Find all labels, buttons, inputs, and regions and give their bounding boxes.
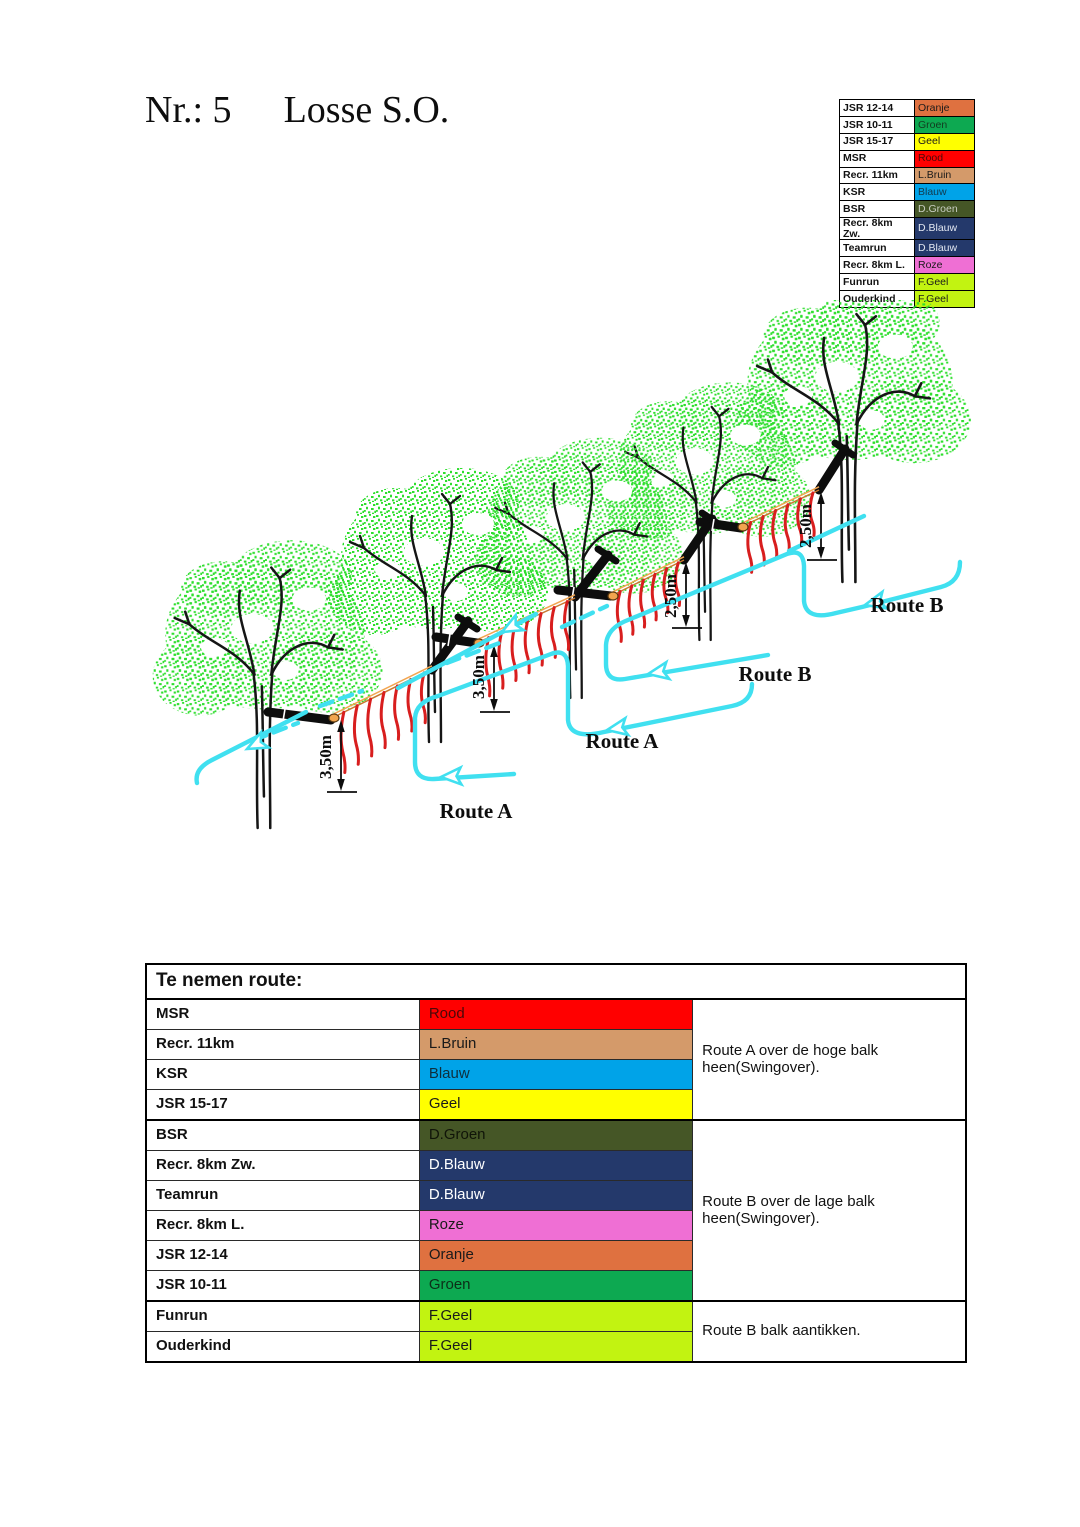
legend-row: [840, 257, 975, 274]
balk-height-hatch: [408, 679, 412, 731]
legend-color-cell: F.Geel: [915, 274, 975, 291]
dimension-label: 2,50m: [796, 504, 815, 548]
title-name: Losse S.O.: [283, 89, 450, 131]
legend-label: MSR: [840, 150, 915, 167]
legend-label: JSR 15-17: [840, 133, 915, 150]
route-table-container: [145, 963, 967, 1363]
legend-row: [840, 240, 975, 257]
legend-label: Recr. 11km: [840, 167, 915, 184]
route-table-row: [146, 1120, 966, 1151]
category-label: Recr. 8km L.: [146, 1211, 419, 1241]
legend-label: Teamrun: [840, 240, 915, 257]
legend-label: BSR: [840, 201, 915, 218]
course-diagram: [120, 300, 1000, 870]
category-label: KSR: [146, 1060, 419, 1090]
balk-end-cap: [608, 592, 618, 600]
category-color-cell: L.Bruin: [419, 1030, 692, 1060]
legend-color-cell: Blauw: [915, 184, 975, 201]
balk-end-cap: [738, 523, 748, 531]
category-color-cell: Roze: [419, 1211, 692, 1241]
legend-label: Ouderkind: [840, 290, 915, 307]
legend-color-cell: D.Blauw: [915, 218, 975, 240]
legend-label: JSR 10-11: [840, 116, 915, 133]
legend-color-cell: Oranje: [915, 100, 975, 117]
legend-table-container: [839, 99, 975, 308]
category-color-cell: D.Blauw: [419, 1151, 692, 1181]
dimension-label: 3,50m: [469, 655, 488, 699]
route-table: [145, 963, 967, 1363]
route-table-header-row: [146, 964, 966, 999]
category-color-cell: Geel: [419, 1090, 692, 1121]
legend-color-cell: D.Groen: [915, 201, 975, 218]
legend-color-cell: Groen: [915, 116, 975, 133]
category-label: Teamrun: [146, 1181, 419, 1211]
legend-label: Funrun: [840, 274, 915, 291]
category-color-cell: F.Geel: [419, 1301, 692, 1332]
category-color-cell: F.Geel: [419, 1332, 692, 1363]
legend-row: [840, 218, 975, 240]
route-label: Route B: [870, 593, 944, 617]
route-a-line: [415, 653, 752, 780]
category-label: MSR: [146, 999, 419, 1030]
balk-height-hatch: [617, 592, 621, 642]
group-description: Route B over de lage balk heen(Swingover).: [693, 1120, 966, 1301]
route-table-body: [146, 964, 966, 1362]
legend-color-cell: F.Geel: [915, 290, 975, 307]
legend-row: [840, 184, 975, 201]
dimension-label: 2,50m: [661, 574, 680, 618]
balk-height-hatch: [395, 686, 399, 739]
legend-row: [840, 274, 975, 291]
legend-color-cell: D.Blauw: [915, 240, 975, 257]
balk-height-hatch: [368, 699, 372, 756]
category-label: Funrun: [146, 1301, 419, 1332]
category-label: BSR: [146, 1120, 419, 1151]
category-label: Ouderkind: [146, 1332, 419, 1363]
balk-height-hatch: [499, 632, 503, 689]
legend-color-cell: Rood: [915, 150, 975, 167]
legend-row: [840, 201, 975, 218]
title-number: Nr.: 5: [145, 89, 232, 131]
legend-row: [840, 100, 975, 117]
dimension-label: 3,50m: [316, 735, 335, 779]
legend-row: [840, 116, 975, 133]
route-label: Route A: [439, 799, 513, 823]
legend-row: [840, 150, 975, 167]
category-label: JSR 15-17: [146, 1090, 419, 1121]
route-table-row: [146, 999, 966, 1030]
category-label: Recr. 11km: [146, 1030, 419, 1060]
balk-height-hatch: [551, 608, 555, 658]
category-label: JSR 12-14: [146, 1241, 419, 1271]
page-title: [145, 88, 449, 132]
legend-row: [840, 133, 975, 150]
legend-label: Recr. 8km L.: [840, 257, 915, 274]
category-color-cell: Blauw: [419, 1060, 692, 1090]
legend-row: [840, 167, 975, 184]
tree-1: [153, 540, 383, 828]
route-table-header: Te nemen route:: [146, 964, 966, 999]
legend-label: Recr. 8km Zw.: [840, 218, 915, 240]
legend-label: JSR 12-14: [840, 100, 915, 117]
balk-height-hatch: [512, 626, 516, 681]
legend-table: [839, 99, 975, 308]
legend-color-cell: Geel: [915, 133, 975, 150]
balk-height-hatch: [421, 673, 425, 723]
route-label: Route A: [585, 729, 659, 753]
balk-end-cap: [329, 714, 339, 722]
category-color-cell: Rood: [419, 999, 692, 1030]
group-description: Route A over de hoge balk heen(Swingover).: [693, 999, 966, 1120]
group-description: Route B balk aantikken.: [693, 1301, 966, 1362]
legend-color-cell: L.Bruin: [915, 167, 975, 184]
route-table-row: [146, 1301, 966, 1332]
legend-color-cell: Roze: [915, 257, 975, 274]
category-color-cell: D.Groen: [419, 1120, 692, 1151]
category-label: Recr. 8km Zw.: [146, 1151, 419, 1181]
balk-height-hatch: [381, 693, 385, 748]
balk-height-hatch: [354, 706, 358, 765]
route-label: Route B: [738, 662, 812, 686]
legend-body: [840, 100, 975, 308]
category-label: JSR 10-11: [146, 1271, 419, 1302]
category-color-cell: Oranje: [419, 1241, 692, 1271]
category-color-cell: D.Blauw: [419, 1181, 692, 1211]
category-color-cell: Groen: [419, 1271, 692, 1302]
legend-label: KSR: [840, 184, 915, 201]
